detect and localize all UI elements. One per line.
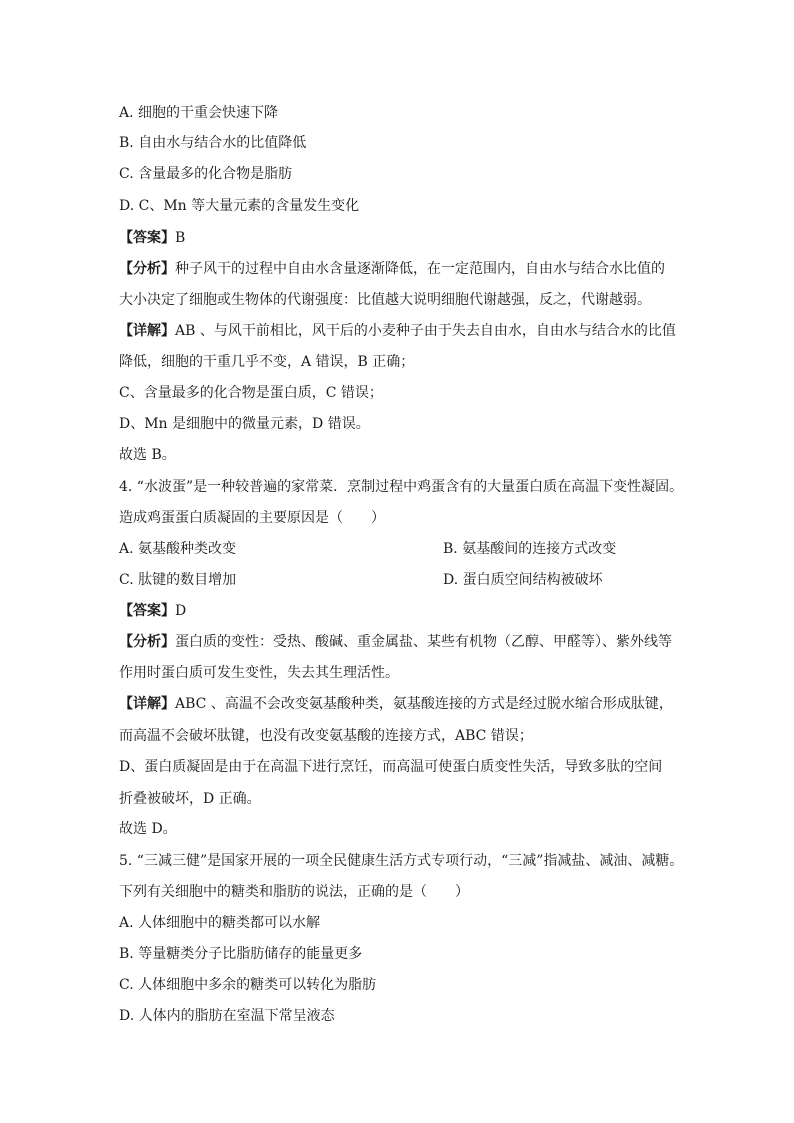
q5-option-a: A. 人体细胞中的糖类都可以水解 — [119, 915, 321, 931]
q3-detail-line-4: D、Mn 是细胞中的微量元素，D 错误。 — [119, 416, 370, 432]
q3-option-c: C. 含量最多的化合物是脂肪 — [119, 166, 293, 182]
q3-detail-line-2: 降低，细胞的干重几乎不变，A 错误，B 正确； — [119, 354, 415, 370]
answer-value: B — [175, 230, 186, 246]
q4-analysis-line-2: 作用时蛋白质可发生变性，失去其生理活性。 — [119, 665, 399, 681]
q4-stem-line-2: 造成鸡蛋蛋白质凝固的主要原因是（ ） — [119, 510, 385, 526]
q4-conclusion: 故选 D。 — [119, 821, 177, 837]
q4-option-b: B. 氨基酸间的连接方式改变 — [443, 541, 617, 557]
q3-option-d: D. C、Mn 等大量元素的含量发生变化 — [119, 198, 360, 214]
q3-detail-line-3: C、含量最多的化合物是蛋白质，C 错误； — [119, 385, 383, 401]
q4-detail-line-1 — [119, 695, 673, 713]
q4-detail-line-4: 折叠被破坏，D 正确。 — [119, 791, 261, 807]
analysis-tag: 【分析】 — [119, 261, 175, 277]
q4-analysis-line-1 — [119, 633, 672, 651]
analysis-tag: 【分析】 — [119, 634, 175, 650]
q4-option-c: C. 肽键的数目增加 — [119, 572, 237, 588]
answer-tag: 【答案】 — [119, 603, 175, 619]
q5-option-c: C. 人体细胞中多余的糖类可以转化为脂肪 — [119, 977, 377, 993]
detail-text: AB 、与风干前相比，风干后的小麦种子由于失去自由水，自由水与结合水的比值 — [175, 323, 676, 339]
answer-value: D — [175, 603, 187, 619]
q5-option-d: D. 人体内的脂肪在室温下常呈液态 — [119, 1008, 335, 1024]
q4-option-a: A. 氨基酸种类改变 — [119, 541, 237, 557]
q5-stem-line-1: 5. “三减三健”是国家开展的一项全民健康生活方式专项行动，“三减”指减盐、减油、减糖。 — [119, 853, 684, 869]
detail-tag: 【详解】 — [119, 323, 175, 339]
q3-option-b: B. 自由水与结合水的比值降低 — [119, 135, 307, 151]
q4-detail-line-2: 而高温不会破坏肽键，也没有改变氨基酸的连接方式，ABC 错误； — [119, 728, 533, 744]
q5-stem-line-2: 下列有关细胞中的糖类和脂肪的说法，正确的是（ ） — [119, 884, 469, 900]
q4-answer — [119, 602, 186, 620]
q3-answer — [119, 229, 185, 247]
detail-tag: 【详解】 — [119, 696, 175, 712]
q3-conclusion: 故选 B。 — [119, 447, 176, 463]
analysis-text: 蛋白质的变性：受热、酸碱、重金属盐、某些有机物（乙醇、甲醛等）、紫外线等 — [175, 634, 672, 650]
analysis-text: 种子风干的过程中自由水含量逐渐降低，在一定范围内，自由水与结合水比值的 — [175, 261, 665, 277]
q3-option-a: A. 细胞的干重会快速下降 — [119, 105, 279, 121]
detail-text: ABC 、高温不会改变氨基酸种类，氨基酸连接的方式是经过脱水缩合形成肽键， — [175, 696, 673, 712]
q4-option-d: D. 蛋白质空间结构被破坏 — [443, 572, 603, 588]
q3-analysis-line-2: 大小决定了细胞或生物体的代谢强度：比值越大说明细胞代谢越强，反之，代谢越弱。 — [119, 292, 651, 308]
q5-option-b: B. 等量糖类分子比脂肪储存的能量更多 — [119, 946, 363, 962]
q3-analysis-line-1 — [119, 260, 665, 278]
q4-detail-line-3: D、蛋白质凝固是由于在高温下进行烹饪，而高温可使蛋白质变性失活，导致多肽的空间 — [119, 759, 663, 775]
answer-tag: 【答案】 — [119, 230, 175, 246]
q3-detail-line-1 — [119, 322, 676, 340]
q4-stem-line-1: 4. “水波蛋”是一种较普遍的家常菜．烹制过程中鸡蛋含有的大量蛋白质在高温下变性凝固。 — [119, 479, 684, 495]
